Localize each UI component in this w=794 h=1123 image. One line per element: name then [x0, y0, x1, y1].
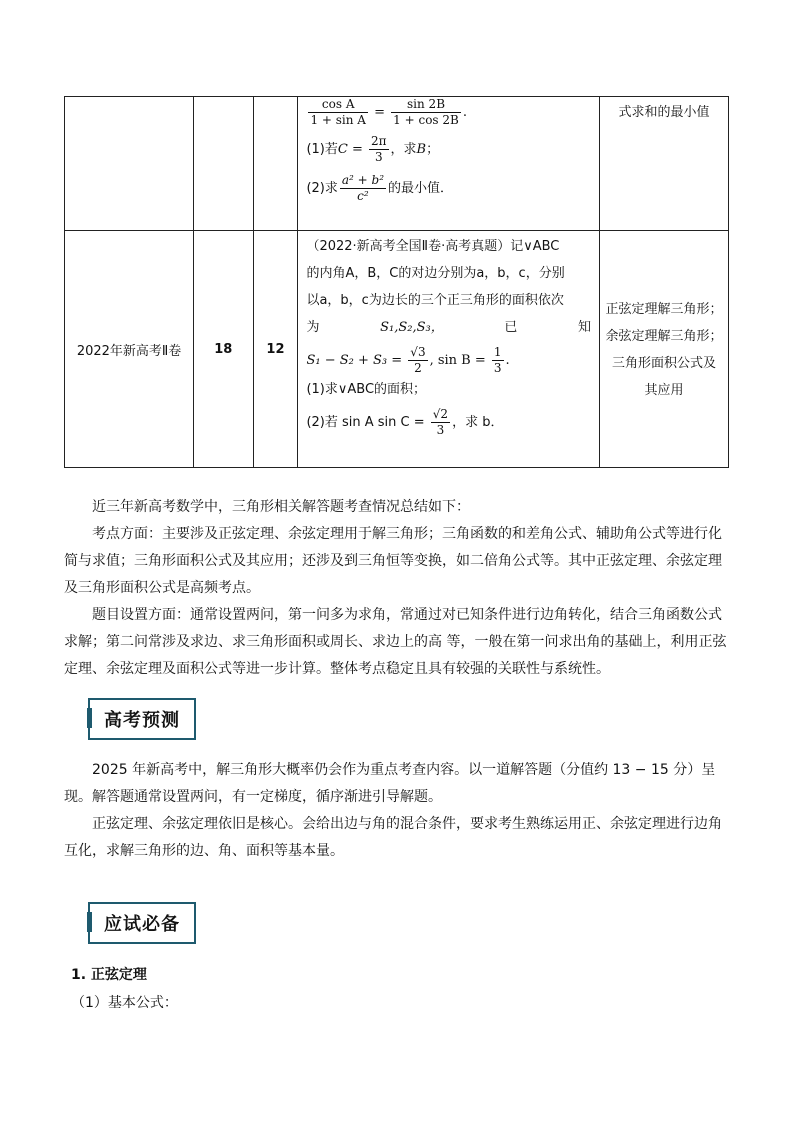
question-cell: $\frac{\text{cos A}}{\text{1 + sin A}}$ = $\frac{\sin 2B}{1 + \cos 2B}$ . (1)若C = $\frac{2\pi}{3}$ ，求B； (2)求 $\frac{\text{a² + b²}}{\text{c²}}$ 的最小值．: [298, 97, 600, 231]
question-line: 的内角A，B，C的对边分别为a，b，c，分别: [306, 266, 565, 281]
exam-table: [64, 96, 729, 468]
q1-end: ；: [426, 142, 440, 157]
topic-cell: [600, 231, 729, 468]
exam-cell: [65, 231, 194, 468]
question-word: 已: [504, 320, 518, 335]
score-cell: [253, 97, 298, 231]
fraction: [369, 134, 389, 165]
forecast-heading-badge: [88, 698, 196, 740]
question-word: S₁,S₂,S₃，: [380, 320, 444, 335]
summary-section: [64, 494, 730, 683]
table-row: [65, 231, 729, 468]
formula-expr: ，求 b．: [452, 415, 504, 430]
question-line: S₁ − S₂ + S₃ = $\frac{√3}{2}$ , sin B = $\frac{1}{3}$ .: [306, 345, 510, 375]
fraction: [340, 173, 386, 204]
fraction-numerator: 1: [493, 345, 502, 359]
question-no: 18: [214, 341, 233, 357]
fraction-denominator: 3: [374, 150, 383, 164]
q2-prefix: (2)求: [306, 181, 338, 196]
fraction: [431, 407, 450, 438]
exam-name: 2022年新高考Ⅱ卷: [76, 343, 182, 359]
prep-heading-badge: [88, 902, 196, 944]
fraction-denominator: 1 + cos 2B: [393, 113, 459, 127]
fraction: [408, 345, 427, 376]
q1-var: C: [337, 142, 348, 157]
table-row: [65, 97, 729, 231]
topic-text: 其应用: [644, 383, 684, 398]
fraction-denominator: 2: [414, 361, 422, 375]
fraction-denominator: 1 + sin A: [310, 113, 366, 127]
topic-text: 余弦定理解三角形；: [605, 329, 723, 344]
question-no-cell: [194, 97, 253, 231]
forecast-section: [64, 757, 730, 865]
exam-cell: [65, 97, 194, 231]
topic-text: 式求和的最小值: [618, 105, 710, 120]
q1-suffix: ，求: [390, 142, 417, 157]
topic-text: 三角形面积公式及: [612, 356, 717, 371]
fraction-numerator: √3: [410, 345, 426, 359]
formula-expr: (2)若 sin A sin C =: [306, 415, 425, 430]
topic-cell: [600, 97, 729, 231]
summary-paragraph: 考点方面：主要涉及正弦定理、余弦定理用于解三角形；三角函数的和差角公式、辅助角公式等进行化简与求值；三角形面积公式及其应用；还涉及到三角恒等变换，如二倍角公式等。其中正弦定理、余弦定理及三角形面积公式是高频考点。: [64, 526, 722, 596]
forecast-paragraph: 2025 年新高考中，解三角形大概率仍会作为重点考查内容。以一道解答题（分值约 13 − 15 分）呈现。解答题通常设置两问，有一定梯度，循序渐进引导解题。: [64, 762, 716, 805]
question-line: [306, 314, 591, 341]
forecast-heading: 高考预测: [90, 700, 194, 738]
topic-text: 正弦定理解三角形；: [605, 302, 723, 317]
q1-prefix: (1)若: [306, 142, 338, 157]
score-cell: [253, 231, 298, 468]
question-word: 为: [306, 320, 320, 335]
fraction: [492, 345, 504, 376]
fraction-denominator: 3: [493, 361, 502, 375]
formula-expr: , sin B =: [429, 353, 486, 368]
fraction-numerator: a² + b²: [341, 173, 385, 187]
q1-target: B: [416, 142, 427, 157]
fraction: [308, 97, 368, 128]
question-line: [306, 407, 591, 438]
prep-heading: 应试必备: [90, 904, 194, 942]
fraction-numerator: sin 2B: [391, 97, 461, 113]
summary-paragraph: 近三年新高考数学中，三角形相关解答题考查情况总结如下：: [92, 499, 470, 515]
fraction-numerator: √2: [432, 407, 449, 421]
fraction-denominator: 3: [436, 423, 445, 437]
q2-suffix: 的最小值．: [388, 181, 454, 196]
question-line: （2022·新高考全国Ⅱ卷·高考真题）记∨ABC: [306, 239, 560, 254]
question-line: 以a，b，c为边长的三个正三角形的面积依次: [306, 293, 564, 308]
fraction-numerator: cos A: [308, 97, 368, 113]
fraction: [391, 97, 461, 128]
formula-expr: S₁ − S₂ + S₃ =: [306, 353, 403, 368]
forecast-paragraph: 正弦定理、余弦定理依旧是核心。会给出边与角的混合条件，要求考生熟练运用正、余弦定理进行边角互化，求解三角形的边、角、面积等基本量。: [64, 816, 722, 859]
fraction-numerator: 2π: [371, 134, 387, 148]
score: 12: [266, 341, 285, 357]
question-cell: [298, 231, 600, 468]
section-heading: 1. 正弦定理: [71, 967, 147, 983]
question-no-cell: [194, 231, 253, 468]
fraction-denominator: c²: [357, 189, 369, 203]
question-line: (1)求∨ABC的面积；: [306, 382, 427, 397]
summary-paragraph: 题目设置方面：通常设置两问，第一问多为求角，常通过对已知条件进行边角转化，结合三角函数公式求解；第二问常涉及求边、求三角形面积或周长、求边上的高 等，一般在第一问求出角的基础上，利用正弦定理、余弦定理及面积公式等进一步计算。整体考点稳定且具有较强的关联性与系统性。: [64, 607, 727, 677]
question-word: 知: [578, 320, 592, 335]
subsection-heading: （1）基本公式：: [71, 995, 178, 1011]
